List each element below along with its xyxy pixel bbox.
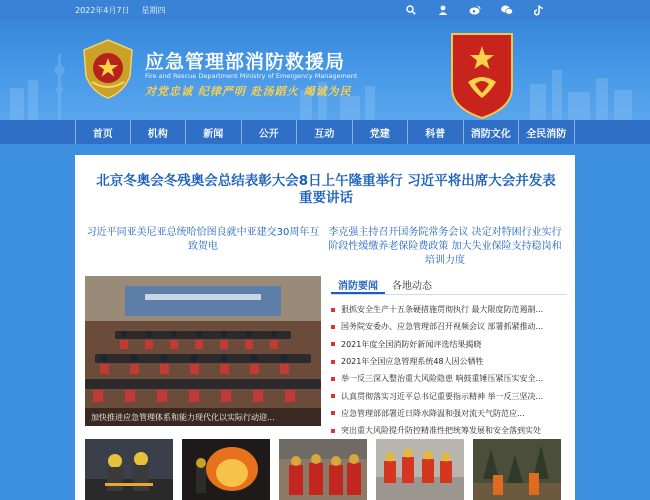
- tab-local-news[interactable]: 各地动态: [392, 281, 432, 292]
- slogan-text: 对党忠诚 纪律严明 赴汤蹈火 竭诚为民: [145, 85, 352, 98]
- nav-item-public[interactable]: 公开: [242, 120, 298, 144]
- nav-item-science[interactable]: 科普: [408, 120, 464, 144]
- wechat-icon[interactable]: [501, 4, 513, 16]
- date-text: 2022年4月7日: [75, 6, 130, 15]
- list-item[interactable]: [331, 301, 571, 318]
- news-list: [331, 301, 571, 439]
- bullet-icon: [331, 360, 335, 364]
- bullet-icon: [331, 394, 335, 398]
- gallery-thumbnail[interactable]: [279, 439, 367, 500]
- list-item[interactable]: [331, 387, 571, 404]
- training-drill-image: [376, 439, 464, 500]
- sub-headline-right[interactable]: 李克强主持召开国务院常务会议 决定对特困行业实行阶段性缓缴养老保险费政策 加大失业保险支持稳岗和培训力度: [328, 227, 562, 266]
- news-title[interactable]: 突出重大风险提升防控精准性把统筹发展和安全落到实处: [341, 426, 541, 436]
- featured-photo[interactable]: [85, 276, 321, 426]
- bullet-icon: [331, 377, 335, 381]
- main-nav: [0, 120, 650, 144]
- headline-link[interactable]: 北京冬奥会冬残奥会总结表彰大会8日上午隆重举行 习近平将出席大会并发表重要讲话: [96, 173, 556, 206]
- news-tabs: [331, 273, 567, 295]
- bullet-icon: [331, 325, 335, 329]
- gallery-thumbnail[interactable]: [473, 439, 561, 500]
- gallery-thumbnail[interactable]: [182, 439, 270, 500]
- news-title[interactable]: 2021年全国应急管理系统48人因公牺牲: [341, 357, 484, 367]
- list-item[interactable]: [331, 318, 571, 335]
- fire-scene-image: [182, 439, 270, 500]
- bullet-icon: [331, 411, 335, 415]
- nav-item-culture[interactable]: 消防文化: [464, 120, 520, 144]
- photo-caption[interactable]: 加快推进应急管理体系和能力现代化以实际行动迎...: [85, 408, 321, 426]
- douyin-icon[interactable]: [533, 4, 545, 16]
- weibo-icon[interactable]: [469, 4, 481, 16]
- nav-item-interaction[interactable]: 互动: [297, 120, 353, 144]
- news-title[interactable]: 举一反三深入整治重大风险隐患 响鼓重锤压紧压实安全...: [341, 374, 544, 384]
- nav-item-home[interactable]: 首页: [75, 120, 131, 144]
- news-title[interactable]: 应急管理部部署近日降水降温和强对流天气防范应...: [341, 408, 525, 418]
- forest-fire-image: [473, 439, 561, 500]
- news-title[interactable]: 狠抓安全生产十五条硬措施贯彻执行 最大限度防范遏制...: [341, 305, 544, 315]
- list-item[interactable]: [331, 336, 571, 353]
- news-title[interactable]: 2021年度全国消防好新闻评选结果揭晓: [341, 339, 482, 349]
- nav-item-news[interactable]: 新闻: [186, 120, 242, 144]
- list-item[interactable]: [331, 422, 571, 439]
- site-title-english: Fire and Rescue Department Ministry of Emergency Management: [145, 72, 358, 80]
- bullet-icon: [331, 342, 335, 346]
- bullet-icon: [331, 429, 335, 433]
- main-content: [75, 155, 575, 500]
- nav-item-organization[interactable]: 机构: [131, 120, 187, 144]
- news-title[interactable]: 国务院安委办、应急管理部召开视频会议 部署抓紧推动...: [341, 322, 544, 332]
- firefighters-photo-image: [85, 439, 173, 500]
- tab-fire-news[interactable]: 消防要闻: [331, 273, 385, 294]
- top-bar: [0, 0, 650, 20]
- conference-room-image: [85, 276, 321, 426]
- sub-headline-left[interactable]: 习近平同亚美尼亚总统哈恰图良就中亚建交30周年互致贺电: [86, 227, 320, 252]
- nav-item-public-fire[interactable]: 全民消防: [519, 120, 575, 144]
- list-item[interactable]: [331, 370, 571, 387]
- list-item[interactable]: [331, 405, 571, 422]
- site-title: 应急管理部消防救援局: [145, 51, 346, 73]
- gallery-thumbnail[interactable]: [376, 439, 464, 500]
- weekday-text: 星期四: [141, 6, 166, 15]
- photo-gallery: [85, 439, 565, 500]
- nav-item-party[interactable]: 党建: [353, 120, 409, 144]
- fire-rescue-emblem-icon: [80, 38, 136, 100]
- header-banner: [0, 20, 650, 120]
- fire-flag-badge-icon: [448, 32, 516, 120]
- date-display: [75, 5, 166, 16]
- gallery-thumbnail[interactable]: [85, 439, 173, 500]
- list-item[interactable]: [331, 353, 571, 370]
- user-icon[interactable]: [437, 4, 449, 16]
- top-icons: [405, 4, 545, 16]
- news-title[interactable]: 认真贯彻落实习近平总书记重要指示精神 举一反三坚决...: [341, 391, 544, 401]
- rescue-team-image: [279, 439, 367, 500]
- search-icon[interactable]: [405, 4, 417, 16]
- bullet-icon: [331, 308, 335, 312]
